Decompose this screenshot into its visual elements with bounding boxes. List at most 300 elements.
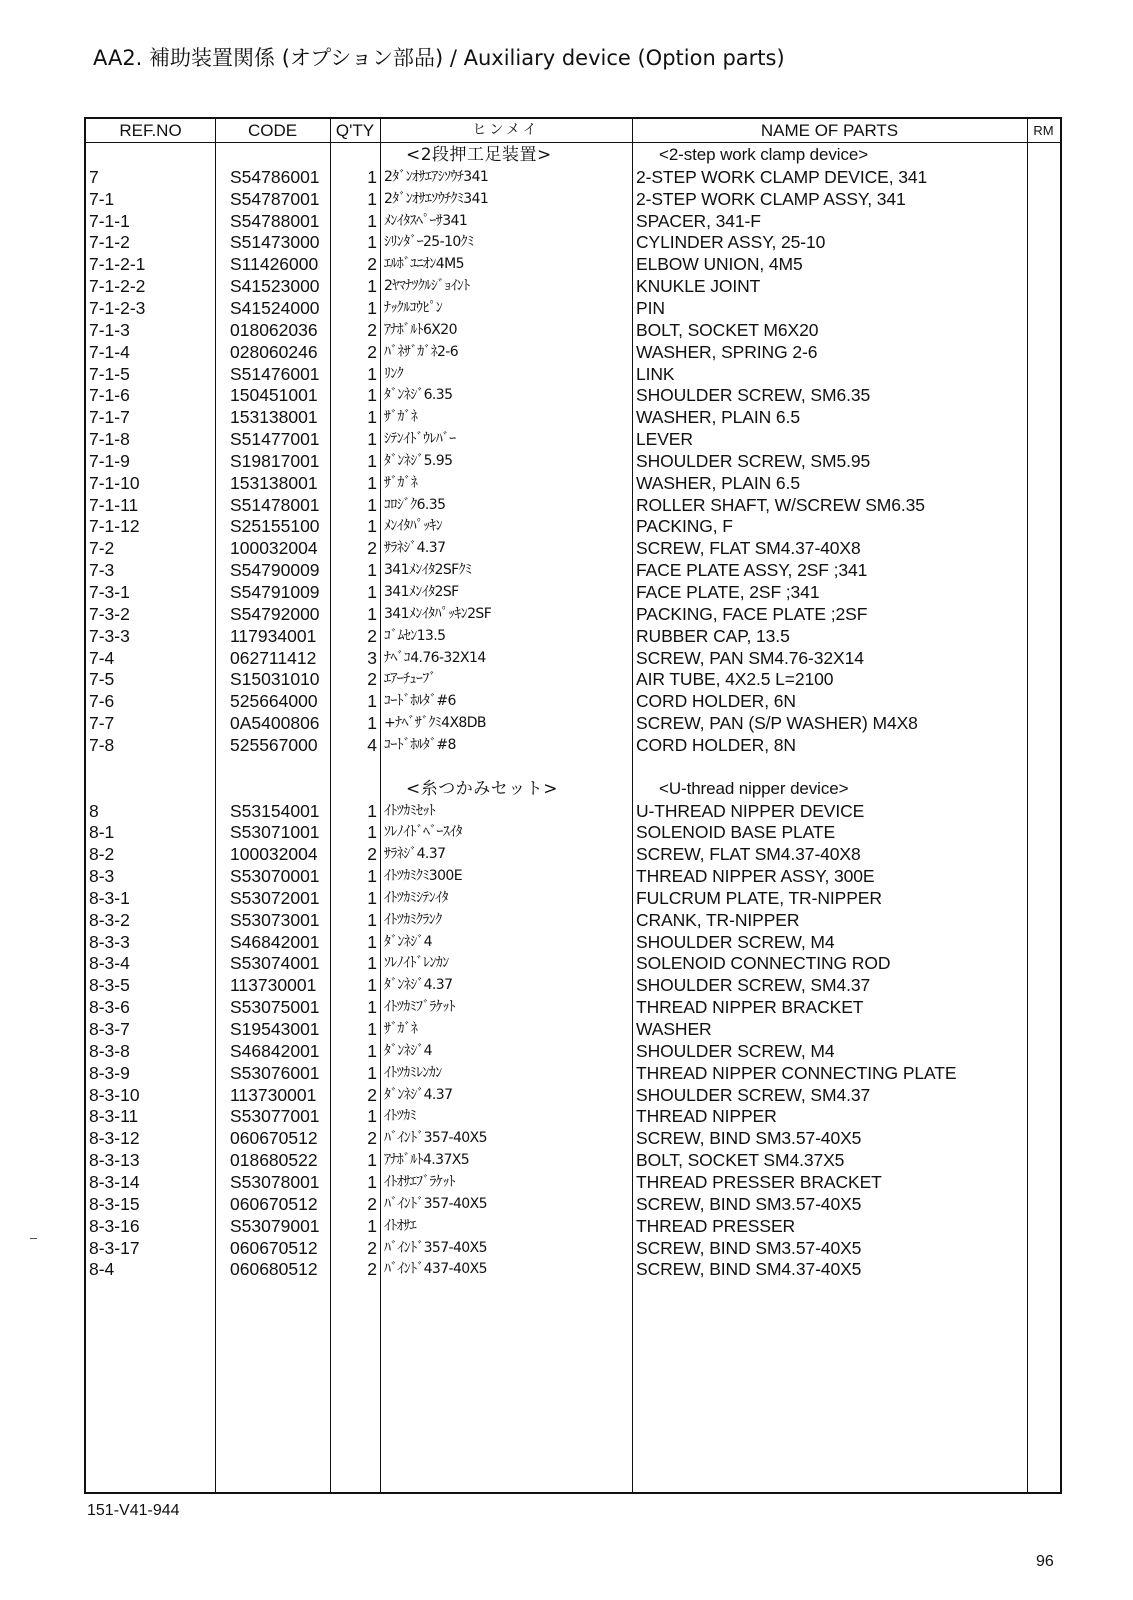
table-row — [86, 843, 1060, 865]
code-cell: S54792000 — [230, 603, 320, 624]
qty-cell: 1 — [367, 363, 377, 384]
table-row — [86, 406, 1060, 428]
part-name-cell: LINK — [636, 363, 675, 384]
kana-name-cell: ﾊﾞｲﾝﾄﾞ357-40X5 — [384, 1130, 487, 1147]
kana-name-cell: ﾅﾍﾞｺ4.76-32X14 — [384, 649, 486, 666]
header-code: CODE — [247, 121, 298, 140]
ref-no-cell: 7-1-3 — [89, 319, 130, 340]
kana-name-cell: ｻﾗﾈｼﾞ4.37 — [384, 540, 446, 557]
part-name-cell: 2-STEP WORK CLAMP DEVICE, 341 — [636, 166, 928, 187]
table-row — [86, 909, 1060, 931]
kana-name-cell: ｱﾅﾎﾞﾙﾄ4.37X5 — [384, 1152, 470, 1169]
kana-name-cell: 341ﾒﾝｲﾀ2SF — [384, 584, 459, 600]
qty-cell: 2 — [367, 1193, 377, 1214]
part-name-cell: THREAD NIPPER BRACKET — [636, 997, 864, 1018]
table-row — [86, 253, 1060, 275]
kana-name-cell: ｴｱｰﾁｭｰﾌﾞ — [384, 671, 436, 688]
ref-no-cell: 8-4 — [89, 1259, 115, 1280]
kana-name-cell: ｲﾄｵｻｴ — [384, 1217, 416, 1234]
code-cell: 062711412 — [230, 647, 317, 668]
ref-no-cell: 7-1-5 — [89, 363, 130, 384]
kana-name-cell: ｻﾞｶﾞﾈ — [384, 409, 418, 426]
ref-no-cell: 7-1-9 — [89, 450, 130, 471]
part-name-cell: AIR TUBE, 4X2.5 L=2100 — [636, 669, 834, 690]
code-cell: 060670512 — [230, 1237, 318, 1258]
qty-cell: 1 — [367, 800, 377, 821]
spacer-row — [86, 756, 1060, 778]
page-title: AA2. 補助装置関係 (オプション部品) / Auxiliary device (Option parts) — [93, 46, 785, 70]
qty-cell: 1 — [367, 450, 377, 471]
qty-cell: 1 — [367, 472, 377, 493]
part-name-cell: BOLT, SOCKET M6X20 — [636, 319, 819, 340]
code-cell: S53073001 — [230, 909, 320, 930]
kana-name-cell: 341ﾒﾝｲﾀﾊﾟｯｷﾝ2SF — [384, 605, 492, 622]
table-row — [86, 952, 1060, 974]
qty-cell: 2 — [367, 1128, 377, 1149]
ref-no-cell: 7-1-11 — [89, 494, 139, 515]
ref-no-cell: 8-3-4 — [89, 953, 130, 974]
table-row — [86, 1105, 1060, 1127]
qty-cell: 1 — [367, 494, 377, 515]
part-name-cell: <U-thread nipper device> — [659, 778, 849, 798]
ref-no-cell: 8-3-14 — [89, 1171, 140, 1192]
kana-name-cell: ｺﾞﾑｾﾝ13.5 — [384, 627, 446, 644]
qty-cell: 1 — [367, 1171, 377, 1192]
part-name-cell: SHOULDER SCREW, SM4.37 — [636, 975, 871, 996]
code-cell: S51476001 — [230, 363, 320, 384]
table-row — [86, 1040, 1060, 1062]
part-name-cell: PACKING, F — [636, 516, 733, 537]
ref-no-cell: 8-3-15 — [89, 1193, 140, 1214]
part-name-cell: SHOULDER SCREW, SM6.35 — [636, 385, 871, 406]
table-row — [86, 1149, 1060, 1171]
code-cell: S51478001 — [230, 494, 320, 515]
ref-no-cell: 7-3-2 — [89, 603, 130, 624]
part-name-cell: CYLINDER ASSY, 25-10 — [636, 232, 826, 253]
ref-no-cell: 7-1-2-2 — [89, 276, 146, 297]
part-name-cell: U-THREAD NIPPER DEVICE — [636, 800, 865, 821]
part-name-cell: PIN — [636, 297, 665, 318]
qty-cell: 2 — [367, 1259, 377, 1280]
table-row — [86, 319, 1060, 341]
table-row — [86, 297, 1060, 319]
code-cell: S15031010 — [230, 669, 320, 690]
ref-no-cell: 7-2 — [89, 538, 115, 559]
code-cell: S46842001 — [230, 931, 320, 952]
part-name-cell: WASHER, PLAIN 6.5 — [636, 407, 800, 428]
ref-no-cell: 8-3-12 — [89, 1128, 140, 1149]
part-name-cell: SCREW, PAN (S/P WASHER) M4X8 — [636, 713, 918, 734]
table-row — [86, 1193, 1060, 1215]
ref-no-cell: 7 — [89, 166, 99, 187]
code-cell: 525664000 — [230, 691, 318, 712]
code-cell: 060670512 — [230, 1128, 318, 1149]
qty-cell: 1 — [367, 822, 377, 843]
ref-no-cell: 8-3-16 — [89, 1215, 140, 1236]
table-row — [86, 1258, 1060, 1280]
part-name-cell: 2-STEP WORK CLAMP ASSY, 341 — [636, 188, 906, 209]
header-ref-no: REF.NO — [119, 121, 182, 140]
table-row — [86, 494, 1060, 516]
ref-no-cell: 7-1-4 — [89, 341, 130, 362]
kana-name-cell: 2ﾔﾏﾅﾂｸﾙｼﾞｮｲﾝﾄ — [384, 278, 470, 295]
part-name-cell: THREAD NIPPER ASSY, 300E — [636, 866, 875, 887]
kana-name-cell: ｻﾗﾈｼﾞ4.37 — [384, 846, 446, 863]
ref-no-cell: 8-3-13 — [89, 1150, 140, 1171]
ref-no-cell: 7-1-2-1 — [89, 254, 146, 275]
part-name-cell: SCREW, BIND SM3.57-40X5 — [636, 1237, 862, 1258]
part-name-cell: SOLENOID BASE PLATE — [636, 822, 836, 843]
qty-cell: 1 — [367, 1150, 377, 1171]
ref-no-cell: 7-8 — [89, 734, 115, 755]
qty-cell: 1 — [367, 407, 377, 428]
kana-name-cell: ﾀﾞﾝﾈｼﾞ4.37 — [384, 1086, 453, 1103]
kana-name-cell: ｲﾄﾂｶﾐ — [384, 1108, 416, 1125]
code-cell: 060680512 — [230, 1259, 318, 1280]
qty-cell: 1 — [367, 276, 377, 297]
document-number: 151-V41-944 — [87, 1502, 180, 1519]
ref-no-cell: 8-3-2 — [89, 909, 130, 930]
table-row — [86, 384, 1060, 406]
qty-cell: 2 — [367, 319, 377, 340]
kana-name-cell: <糸つかみセット> — [406, 778, 558, 799]
part-name-cell: THREAD PRESSER BRACKET — [636, 1171, 882, 1192]
code-cell: 060670512 — [230, 1193, 318, 1214]
table-row — [86, 450, 1060, 472]
code-cell: S53070001 — [230, 866, 320, 887]
table-row — [86, 974, 1060, 996]
kana-name-cell: ｿﾚﾉｲﾄﾞﾍﾞｰｽｲﾀ — [384, 824, 462, 841]
header-divider — [86, 142, 1060, 143]
table-row — [86, 231, 1060, 253]
ref-no-cell: 8-3 — [89, 866, 115, 887]
ref-no-cell: 7-3 — [89, 560, 115, 581]
qty-cell: 1 — [367, 887, 377, 908]
ref-no-cell: 7-1 — [89, 188, 115, 209]
qty-cell: 2 — [367, 1237, 377, 1258]
kana-name-cell: ﾒﾝｲﾀﾊﾟｯｷﾝ — [384, 518, 443, 535]
kana-name-cell: 2ﾀﾞﾝｵｻｴｿｳﾁｸﾐ341 — [384, 190, 489, 207]
table-row — [86, 865, 1060, 887]
table-row — [86, 537, 1060, 559]
kana-name-cell: ｴﾙﾎﾞﾕﾆｵﾝ4M5 — [384, 256, 464, 273]
table-row — [86, 428, 1060, 450]
qty-cell: 4 — [367, 734, 377, 755]
group-heading-row — [86, 144, 1060, 166]
part-name-cell: <2-step work clamp device> — [659, 145, 869, 164]
part-name-cell: SHOULDER SCREW, M4 — [636, 931, 835, 952]
page-number: 96 — [1036, 1553, 1054, 1570]
table-row — [86, 668, 1060, 690]
part-name-cell: ELBOW UNION, 4M5 — [636, 254, 803, 275]
table-row — [86, 1215, 1060, 1237]
qty-cell: 1 — [367, 232, 377, 253]
code-cell: S19543001 — [230, 1019, 320, 1039]
ref-no-cell: 8 — [89, 800, 99, 821]
code-cell: S53076001 — [230, 1062, 320, 1083]
qty-cell: 1 — [367, 866, 377, 887]
qty-cell: 1 — [367, 713, 377, 734]
qty-cell: 1 — [367, 953, 377, 974]
part-name-cell: THREAD PRESSER — [636, 1215, 796, 1236]
ref-no-cell: 8-3-3 — [89, 931, 130, 952]
part-name-cell: SHOULDER SCREW, SM4.37 — [636, 1084, 871, 1105]
qty-cell: 1 — [367, 997, 377, 1018]
qty-cell: 2 — [367, 538, 377, 559]
qty-cell: 1 — [367, 975, 377, 996]
part-name-cell: THREAD NIPPER — [636, 1106, 777, 1127]
group-heading-row — [86, 778, 1060, 800]
kana-name-cell: <2段押工足装置> — [406, 145, 552, 165]
qty-cell: 2 — [367, 844, 377, 865]
ref-no-cell: 8-3-8 — [89, 1040, 130, 1061]
kana-name-cell: ｱﾅﾎﾞﾙﾄ6X20 — [384, 321, 457, 338]
code-cell: S53072001 — [230, 887, 320, 908]
qty-cell: 2 — [367, 625, 377, 646]
table-row — [86, 690, 1060, 712]
table-row — [86, 1084, 1060, 1106]
code-cell: S53075001 — [230, 997, 320, 1018]
qty-cell: 1 — [367, 1040, 377, 1061]
code-cell: 100032004 — [230, 538, 318, 559]
part-name-cell: BOLT, SOCKET SM4.37X5 — [636, 1150, 845, 1171]
table-row — [86, 712, 1060, 734]
code-cell: S54786001 — [230, 166, 320, 187]
qty-cell: 2 — [367, 669, 377, 690]
part-name-cell: WASHER — [636, 1019, 712, 1039]
code-cell: S53079001 — [230, 1215, 320, 1236]
table-row — [86, 887, 1060, 909]
kana-name-cell: ﾊﾞｲﾝﾄﾞ357-40X5 — [384, 1195, 487, 1212]
code-cell: S54790009 — [230, 560, 320, 581]
kana-name-cell: ﾒﾝｲﾀｽﾍﾟｰｻ341 — [384, 212, 468, 229]
code-cell: 153138001 — [230, 472, 318, 493]
part-name-cell: CORD HOLDER, 6N — [636, 691, 796, 712]
code-cell: S54788001 — [230, 210, 320, 231]
ref-no-cell: 7-4 — [89, 647, 115, 668]
code-cell: S25155100 — [230, 516, 320, 537]
qty-cell: 1 — [367, 560, 377, 581]
kana-name-cell: 2ﾀﾞﾝｵｻｴｱｼｿｳﾁ341 — [384, 168, 489, 185]
header-qty: Q'TY — [335, 121, 375, 140]
kana-name-cell: ｺﾛｼﾞｸ6.35 — [384, 496, 446, 513]
code-cell: 113730001 — [230, 975, 317, 996]
code-cell: 117934001 — [230, 625, 317, 646]
qty-cell: 1 — [367, 188, 377, 209]
code-cell: 028060246 — [230, 341, 318, 362]
qty-cell: 1 — [367, 1106, 377, 1127]
code-cell: S51473000 — [230, 232, 320, 253]
qty-cell: 2 — [367, 254, 377, 275]
code-cell: S53154001 — [230, 800, 320, 821]
qty-cell: 1 — [367, 909, 377, 930]
code-cell: 0A5400806 — [230, 713, 320, 734]
ref-no-cell: 7-1-2 — [89, 232, 130, 253]
code-cell: S11426000 — [230, 254, 319, 275]
kana-name-cell: ｺｰﾄﾞﾎﾙﾀﾞ#8 — [384, 736, 456, 753]
code-cell: 525567000 — [230, 734, 318, 755]
ref-no-cell: 8-1 — [89, 822, 115, 843]
ref-no-cell: 7-1-8 — [89, 429, 130, 450]
part-name-cell: FULCRUM PLATE, TR-NIPPER — [636, 887, 882, 908]
ref-no-cell: 7-1-2-3 — [89, 297, 146, 318]
kana-name-cell: ﾀﾞﾝﾈｼﾞ5.95 — [384, 452, 453, 469]
table-row — [86, 1127, 1060, 1149]
ref-no-cell: 7-6 — [89, 691, 115, 712]
kana-name-cell: ﾀﾞﾝﾈｼﾞ6.35 — [384, 387, 453, 404]
kana-name-cell: ｲﾄﾂｶﾐﾌﾞﾗｹｯﾄ — [384, 999, 455, 1016]
table-row — [86, 821, 1060, 843]
table-row — [86, 559, 1060, 581]
part-name-cell: LEVER — [636, 429, 693, 450]
part-name-cell: FACE PLATE ASSY, 2SF ;341 — [636, 560, 868, 581]
table-row — [86, 363, 1060, 385]
code-cell: S54787001 — [230, 188, 320, 209]
kana-name-cell: ｲﾄﾂｶﾐｼﾃﾝｲﾀ — [384, 889, 448, 906]
kana-name-cell: ｲﾄﾂｶﾐｾｯﾄ — [384, 802, 436, 819]
part-name-cell: SCREW, BIND SM3.57-40X5 — [636, 1193, 862, 1214]
qty-cell: 3 — [367, 647, 377, 668]
kana-name-cell: ｼﾃﾝｲﾄﾞｳﾚﾊﾞｰ — [384, 431, 456, 448]
part-name-cell: SHOULDER SCREW, SM5.95 — [636, 450, 871, 471]
qty-cell: 1 — [367, 1019, 377, 1039]
part-name-cell: CORD HOLDER, 8N — [636, 734, 796, 755]
kana-name-cell: ﾅｯｸﾙｺｳﾋﾟﾝ — [384, 299, 443, 316]
ref-no-cell: 8-3-6 — [89, 997, 130, 1018]
kana-name-cell: ﾘﾝｸ — [384, 365, 404, 382]
ref-no-cell: 8-2 — [89, 844, 115, 865]
ref-no-cell: 7-5 — [89, 669, 115, 690]
code-cell: 113730001 — [230, 1084, 317, 1105]
kana-name-cell: ｲﾄｵｻｴﾌﾞﾗｹｯﾄ — [384, 1173, 455, 1190]
qty-cell: 1 — [367, 516, 377, 537]
table-row — [86, 996, 1060, 1018]
table-row — [86, 1018, 1060, 1040]
qty-cell: 1 — [367, 166, 377, 187]
kana-name-cell: 341ﾒﾝｲﾀ2SFｸﾐ — [384, 562, 472, 579]
qty-cell: 1 — [367, 210, 377, 231]
kana-name-cell: ｲﾄﾂｶﾐｸﾗﾝｸ — [384, 911, 442, 928]
kana-name-cell: ﾀﾞﾝﾈｼﾞ4 — [384, 933, 432, 950]
header-rm: RM — [1033, 123, 1054, 138]
table-row — [86, 1171, 1060, 1193]
code-cell: 150451001 — [230, 385, 318, 406]
kana-name-cell: ｼﾘﾝﾀﾞｰ25-10ｸﾐ — [384, 234, 474, 251]
code-cell: S54791009 — [230, 582, 320, 602]
code-cell: 018062036 — [230, 319, 318, 340]
qty-cell: 1 — [367, 603, 377, 624]
qty-cell: 2 — [367, 341, 377, 362]
ref-no-cell: 7-1-10 — [89, 472, 140, 493]
part-name-cell: WASHER, SPRING 2-6 — [636, 341, 818, 362]
part-name-cell: SCREW, FLAT SM4.37-40X8 — [636, 844, 861, 865]
code-cell: S53077001 — [230, 1106, 320, 1127]
code-cell: S51477001 — [230, 429, 320, 450]
part-name-cell: THREAD NIPPER CONNECTING PLATE — [636, 1062, 957, 1083]
part-name-cell: SHOULDER SCREW, M4 — [636, 1040, 835, 1061]
header-name-of-parts: NAME OF PARTS — [760, 121, 899, 140]
part-name-cell: WASHER, PLAIN 6.5 — [636, 472, 800, 493]
ref-no-cell: 8-3-17 — [89, 1237, 140, 1258]
part-name-cell: FACE PLATE, 2SF ;341 — [636, 582, 820, 602]
kana-name-cell: ｻﾞｶﾞﾈ — [384, 1021, 418, 1037]
ref-no-cell: 8-3-1 — [89, 887, 130, 908]
table-row — [86, 210, 1060, 232]
qty-cell: 1 — [367, 429, 377, 450]
table-row — [86, 275, 1060, 297]
kana-name-cell: ｿﾚﾉｲﾄﾞﾚﾝｶﾝ — [384, 955, 449, 972]
code-cell: 153138001 — [230, 407, 318, 428]
table-row — [86, 734, 1060, 756]
ref-no-cell: 7-1-1 — [89, 210, 130, 231]
ref-no-cell: 7-1-6 — [89, 385, 130, 406]
code-cell: 100032004 — [230, 844, 318, 865]
qty-cell: 1 — [367, 297, 377, 318]
code-cell: S46842001 — [230, 1040, 320, 1061]
part-name-cell: SPACER, 341-F — [636, 210, 761, 231]
part-name-cell: RUBBER CAP, 13.5 — [636, 625, 790, 646]
kana-name-cell: ｺｰﾄﾞﾎﾙﾀﾞ#6 — [384, 693, 456, 710]
qty-cell: 1 — [367, 1062, 377, 1083]
table-row — [86, 188, 1060, 210]
kana-name-cell: +ﾅﾍﾞｻﾞｸﾐ4X8DB — [384, 715, 486, 732]
table-row — [86, 515, 1060, 537]
kana-name-cell: ﾀﾞﾝﾈｼﾞ4.37 — [384, 977, 453, 994]
kana-name-cell: ｲﾄﾂｶﾐﾚﾝｶﾝ — [384, 1064, 442, 1081]
kana-name-cell: ﾊﾞｲﾝﾄﾞ357-40X5 — [384, 1239, 487, 1256]
code-cell: S41524000 — [230, 297, 320, 318]
code-cell: 018680522 — [230, 1150, 318, 1171]
ref-no-cell: 7-3-1 — [89, 582, 130, 602]
code-cell: S53074001 — [230, 953, 320, 974]
kana-name-cell: ﾀﾞﾝﾈｼﾞ4 — [384, 1042, 432, 1059]
part-name-cell: CRANK, TR-NIPPER — [636, 909, 800, 930]
part-name-cell: PACKING, FACE PLATE ;2SF — [636, 603, 868, 624]
qty-cell: 2 — [367, 1084, 377, 1105]
qty-cell: 1 — [367, 385, 377, 406]
qty-cell: 1 — [367, 582, 377, 602]
ref-no-cell: 8-3-10 — [89, 1084, 140, 1105]
table-row — [86, 800, 1060, 822]
ref-no-cell: 8-3-11 — [89, 1106, 139, 1127]
ref-no-cell: 8-3-5 — [89, 975, 130, 996]
table-row — [86, 647, 1060, 669]
ref-no-cell: 8-3-7 — [89, 1019, 130, 1039]
qty-cell: 1 — [367, 931, 377, 952]
table-row — [86, 603, 1060, 625]
table-row — [86, 472, 1060, 494]
part-name-cell: SCREW, BIND SM4.37-40X5 — [636, 1259, 862, 1280]
table-row — [86, 166, 1060, 188]
kana-name-cell: ｻﾞｶﾞﾈ — [384, 474, 418, 491]
table-row — [86, 625, 1060, 647]
ref-no-cell: 7-1-7 — [89, 407, 130, 428]
code-cell: S53071001 — [230, 822, 320, 843]
ref-no-cell: 7-3-3 — [89, 625, 130, 646]
table-row — [86, 1062, 1060, 1084]
part-name-cell: SCREW, PAN SM4.76-32X14 — [636, 647, 864, 668]
part-name-cell: SOLENOID CONNECTING ROD — [636, 953, 891, 974]
kana-name-cell: ｲﾄﾂｶﾐｸﾐ300E — [384, 868, 462, 885]
parts-table — [84, 117, 1062, 1494]
kana-name-cell: ﾊﾞｲﾝﾄﾞ437-40X5 — [384, 1261, 487, 1278]
kana-name-cell: ﾊﾞﾈｻﾞｶﾞﾈ2-6 — [384, 343, 459, 360]
qty-cell: 1 — [367, 691, 377, 712]
table-row — [86, 1237, 1060, 1259]
part-name-cell: SCREW, BIND SM3.57-40X5 — [636, 1128, 862, 1149]
ref-no-cell: 7-1-12 — [89, 516, 140, 537]
part-name-cell: KNUKLE JOINT — [636, 276, 761, 297]
